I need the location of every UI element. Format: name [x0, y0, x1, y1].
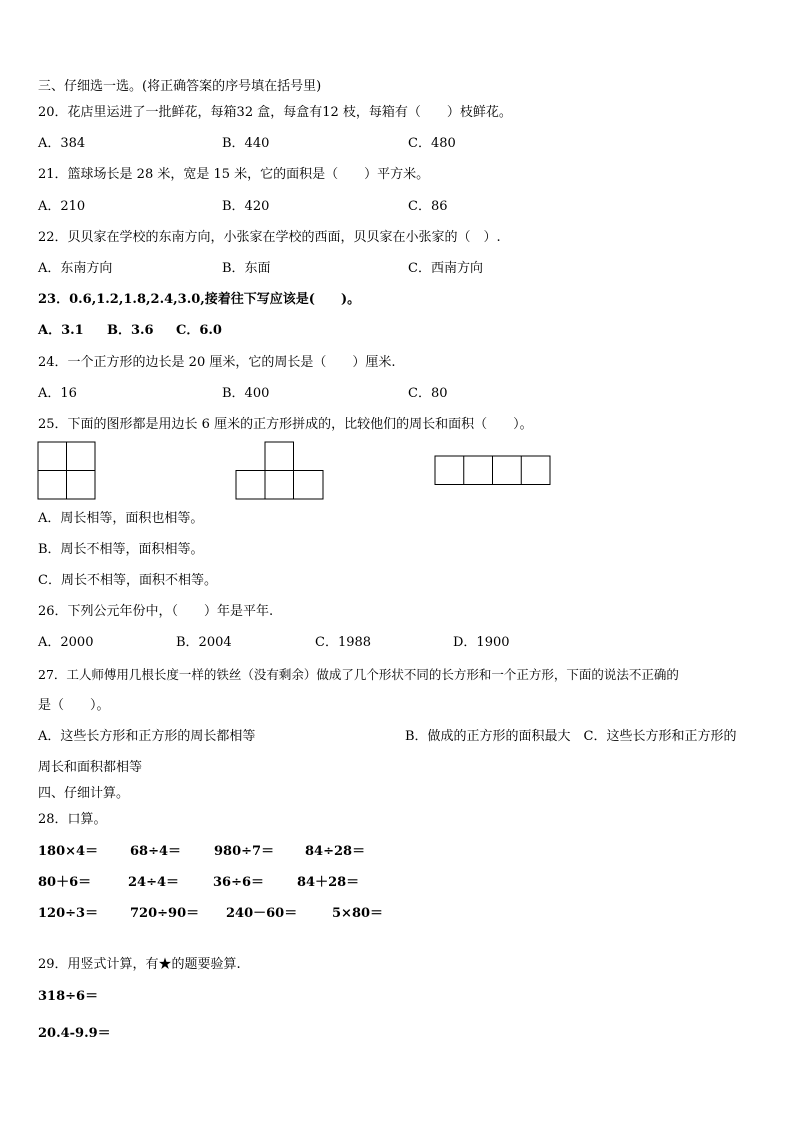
- q27-option-bc[interactable]: B．做成的正方形的面积最大 C．这些长方形和正方形的: [405, 729, 737, 744]
- q25-option-b[interactable]: B．周长不相等，面积相等。: [38, 542, 204, 557]
- q26-option-b[interactable]: B．2004: [176, 635, 232, 650]
- calc-item: 80＋6＝: [38, 875, 92, 890]
- q24-option-b[interactable]: B．400: [222, 386, 270, 401]
- section4-title: 四、仔细计算。: [38, 786, 130, 801]
- question-29: 29．用竖式计算，有★的题要验算.: [38, 957, 241, 972]
- calc-item: 84＋28＝: [297, 875, 360, 890]
- figure-1x4-row: [434, 455, 552, 487]
- question-22: 22．贝贝家在学校的东南方向，小张家在学校的西面，贝贝家在小张家的（ ）.: [38, 230, 501, 245]
- q23-option-c[interactable]: C．6.0: [176, 323, 222, 338]
- q24-option-a[interactable]: A．16: [38, 386, 77, 401]
- calc-item: 980÷7＝: [214, 844, 275, 859]
- q26-option-c[interactable]: C．1988: [315, 635, 372, 650]
- q21-option-a[interactable]: A．210: [38, 199, 86, 214]
- q26-option-d[interactable]: D．1900: [453, 635, 510, 650]
- q21-option-c[interactable]: C．86: [408, 199, 448, 214]
- q21-option-b[interactable]: B．420: [222, 199, 270, 214]
- figure-2x2-squares: [37, 441, 97, 501]
- question-20: 20．花店里运进了一批鲜花，每箱32 盒，每盒有12 枝，每箱有（ ）枝鲜花。: [38, 105, 512, 120]
- q26-option-a[interactable]: A．2000: [38, 635, 94, 650]
- calc-item: 180×4＝: [38, 844, 99, 859]
- calc-item: 36÷6＝: [213, 875, 265, 890]
- calc-item: 120÷3＝: [38, 906, 99, 921]
- question-23: 23．0.6,1.2,1.8,2.4,3.0,接着往下写应该是( )。: [38, 292, 361, 307]
- question-25: 25．下面的图形都是用边长 6 厘米的正方形拼成的，比较他们的周长和面积（ ）。: [38, 417, 533, 432]
- q20-option-c[interactable]: C．480: [408, 136, 456, 151]
- q23-option-a[interactable]: A．3.1: [38, 323, 84, 338]
- vertical-calc-item: 318÷6＝: [38, 989, 99, 1004]
- question-26: 26．下列公元年份中，（ ）年是平年.: [38, 604, 274, 619]
- q23-option-b[interactable]: B．3.6: [107, 323, 154, 338]
- calc-item: 68÷4＝: [130, 844, 182, 859]
- section3-title: 三、仔细选一选。(将正确答案的序号填在括号里): [38, 79, 322, 94]
- question-27-line1: 27．工人师傅用几根长度一样的铁丝（没有剩余）做成了几个形状不同的长方形和一个正方形，下面的说法不正确的: [38, 667, 679, 682]
- q22-option-b[interactable]: B．东面: [222, 261, 271, 276]
- q27-option-c-cont: 周长和面积都相等: [38, 760, 143, 775]
- q25-option-a[interactable]: A．周长相等，面积也相等。: [38, 511, 204, 526]
- calc-item: 720÷90＝: [130, 906, 200, 921]
- calc-item: 84÷28＝: [305, 844, 366, 859]
- question-24: 24．一个正方形的边长是 20 厘米，它的周长是（ ）厘米.: [38, 355, 396, 370]
- q22-option-a[interactable]: A．东南方向: [38, 261, 113, 276]
- vertical-calc-item: 20.4-9.9＝: [38, 1026, 111, 1041]
- q27-option-a[interactable]: A．这些长方形和正方形的周长都相等: [38, 729, 256, 744]
- calc-item: 240－60＝: [226, 906, 298, 921]
- question-28: 28．口算。: [38, 812, 107, 827]
- figure-t-shape: [235, 441, 325, 501]
- calc-item: 24÷4＝: [128, 875, 180, 890]
- q20-option-a[interactable]: A．384: [38, 136, 86, 151]
- q20-option-b[interactable]: B．440: [222, 136, 270, 151]
- q25-option-c[interactable]: C．周长不相等，面积不相等。: [38, 573, 217, 588]
- question-21: 21．篮球场长是 28 米，宽是 15 米，它的面积是（ ）平方米。: [38, 167, 430, 182]
- q22-option-c[interactable]: C．西南方向: [408, 261, 483, 276]
- calc-item: 5×80＝: [332, 906, 384, 921]
- q24-option-c[interactable]: C．80: [408, 386, 448, 401]
- question-27-line2: 是（ ）。: [38, 698, 110, 713]
